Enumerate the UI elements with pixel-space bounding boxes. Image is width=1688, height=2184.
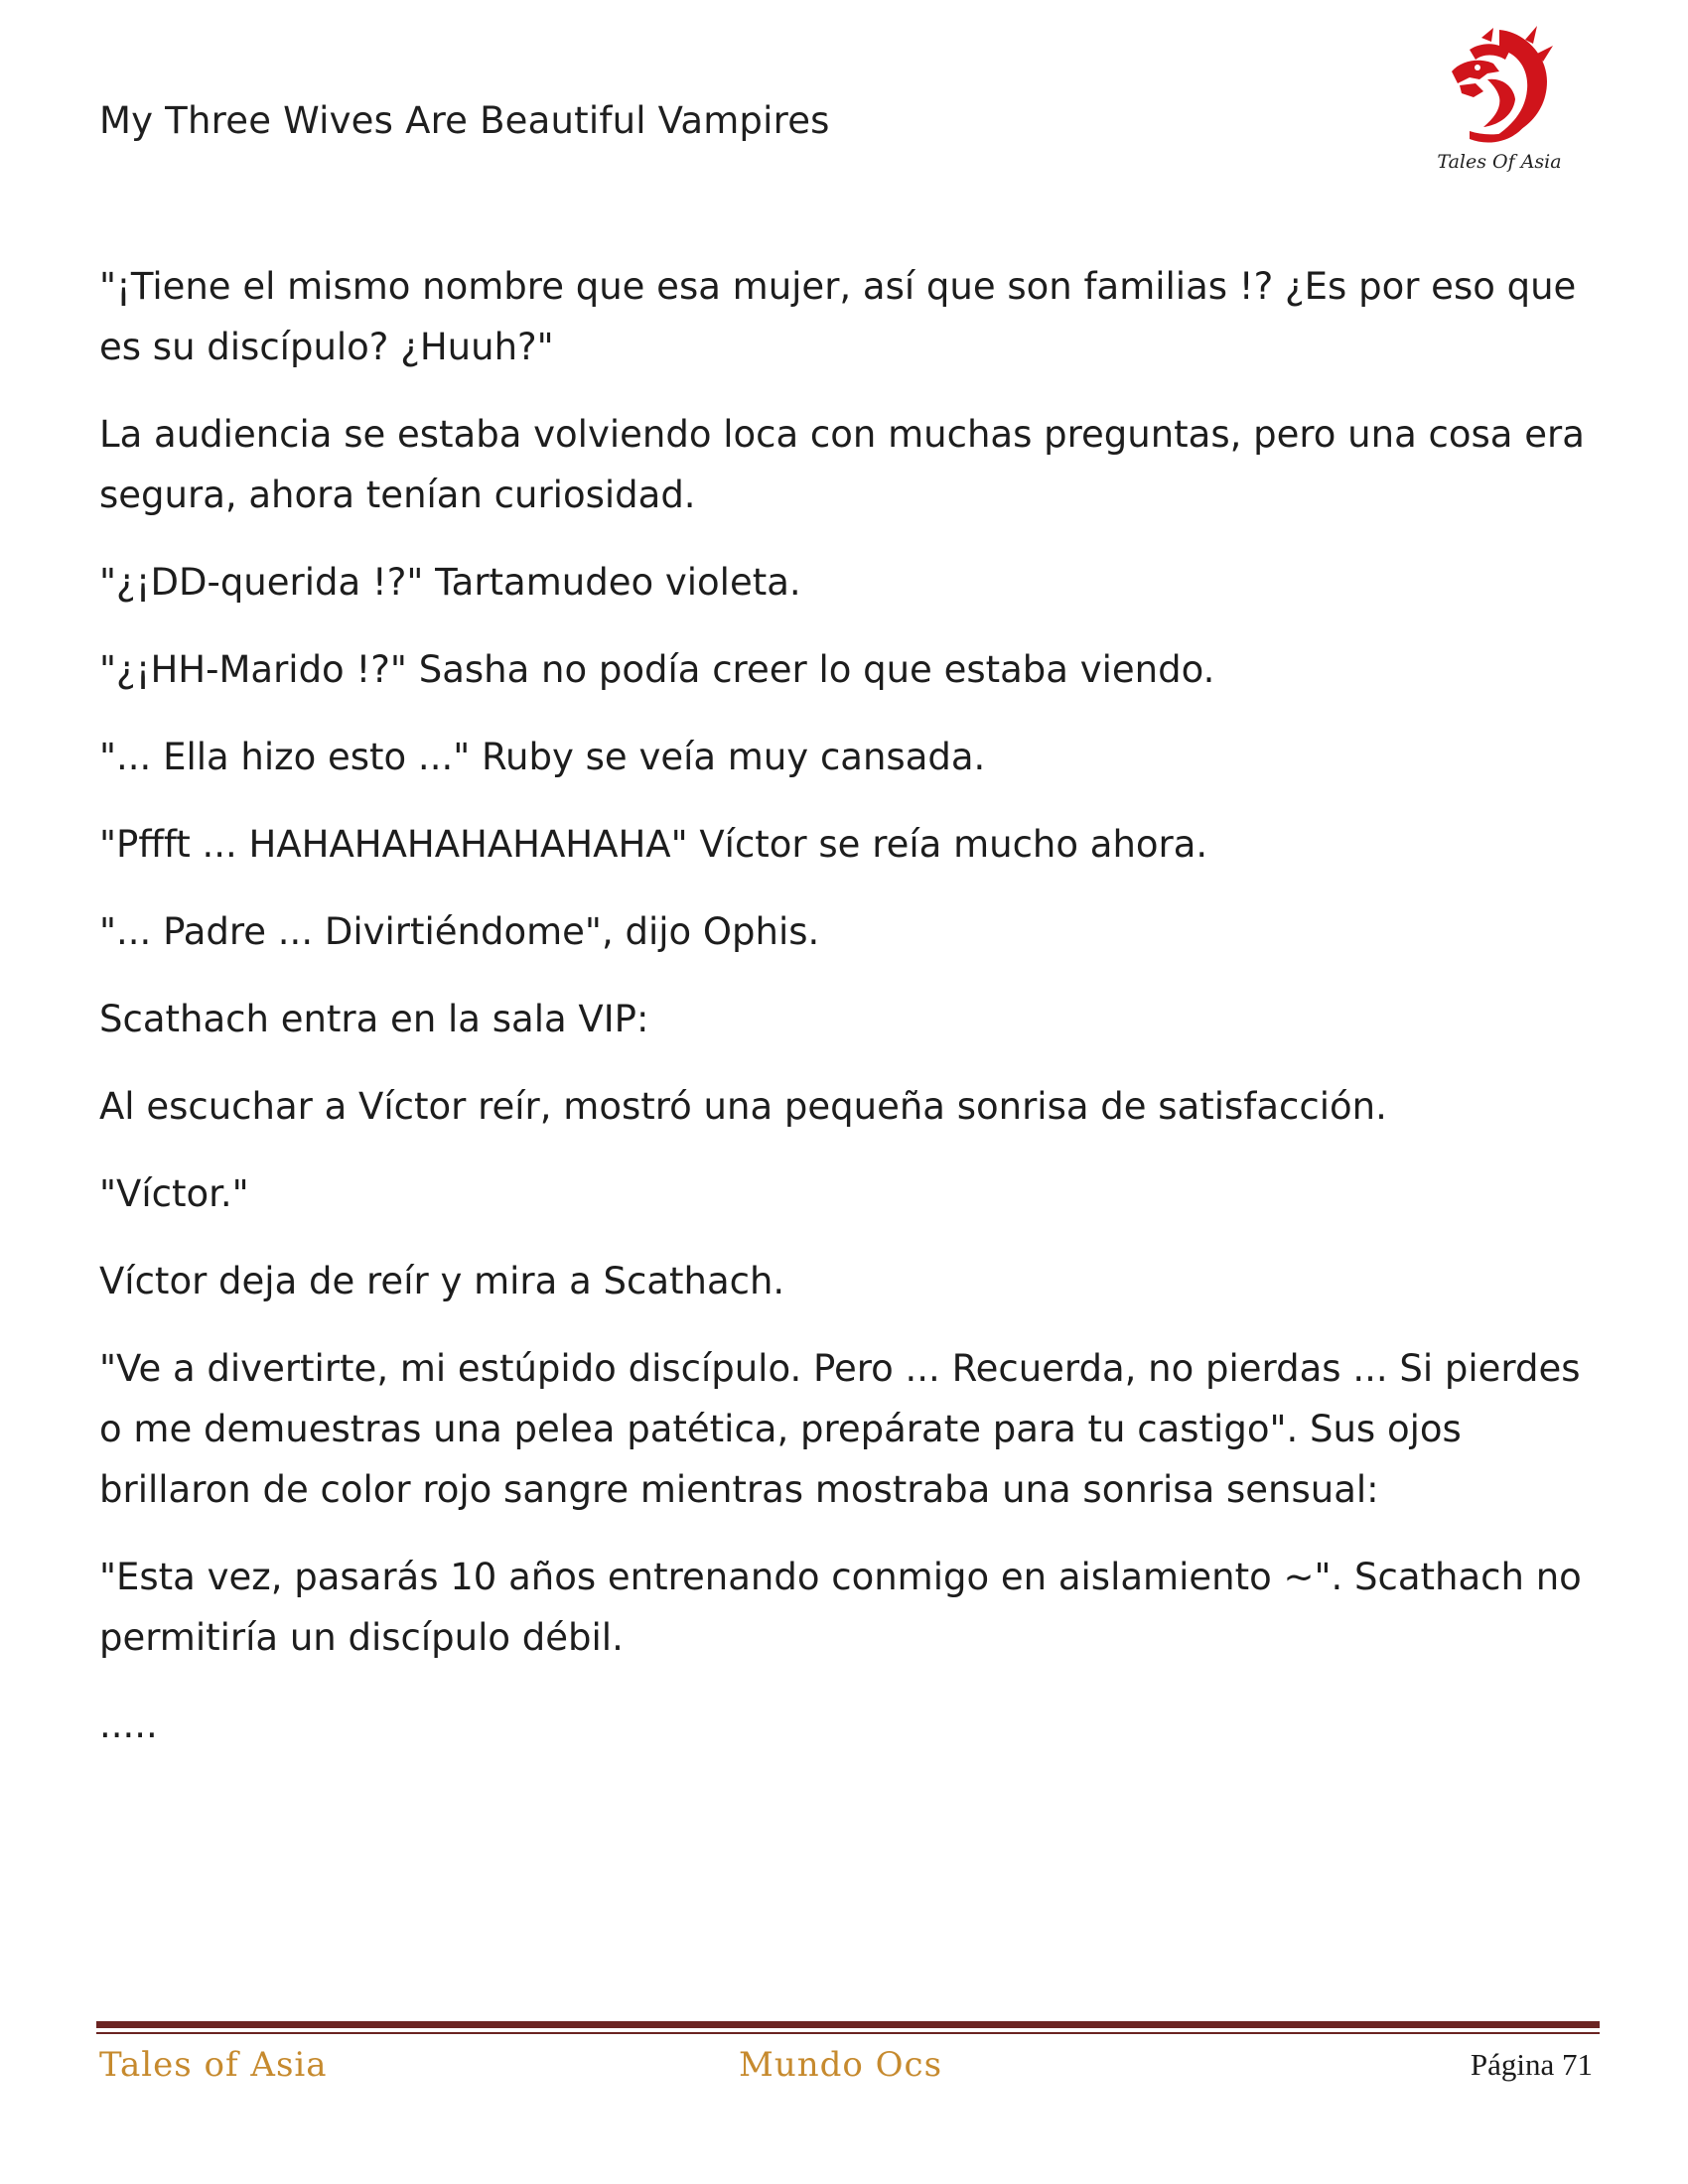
paragraph: "... Padre ... Divirtiéndome", dijo Ophis.: [99, 910, 820, 953]
footer-divider-thin: [96, 2032, 1600, 2034]
logo-text: Tales Of Asia: [1437, 151, 1562, 173]
paragraph: La audiencia se estaba volviendo loca con muchas preguntas, pero una cosa era segura, ahora tenían curiosidad.: [99, 413, 1585, 516]
footer-divider: [96, 2021, 1600, 2028]
paragraph: Víctor deja de reír y mira a Scathach.: [99, 1260, 785, 1302]
paragraph: Al escuchar a Víctor reír, mostró una pequeña sonrisa de satisfacción.: [99, 1085, 1387, 1128]
page-number: Página 71: [1470, 2047, 1593, 2082]
footer-translator: Mundo Ocs: [739, 2045, 943, 2085]
header-title: My Three Wives Are Beautiful Vampires: [99, 99, 830, 142]
paragraph: "Esta vez, pasarás 10 años entrenando conmigo en aislamiento ~". Scathach no permitiría un discípulo débil.: [99, 1556, 1582, 1659]
paragraph: "¡Tiene el mismo nombre que esa mujer, así que son familias !? ¿Es por eso que es su discípulo? ¿Huuh?": [99, 265, 1577, 368]
paragraph: "Víctor.": [99, 1172, 249, 1215]
paragraph: .....: [99, 1704, 158, 1746]
paragraph: "Ve a divertirte, mi estúpido discípulo. Pero ... Recuerda, no pierdas ... Si pierdes o me demuestras una pelea patética, prepárate para tu castigo". Sus ojos brillaron de color rojo sangre mientras mostraba una sonrisa sensual:: [99, 1347, 1581, 1511]
paragraph: "Pffft ... HAHAHAHAHAHAHAHA" Víctor se reía mucho ahora.: [99, 823, 1208, 866]
paragraph: "... Ella hizo esto ..." Ruby se veía muy cansada.: [99, 736, 986, 778]
page-body: [99, 256, 1599, 1782]
dragon-logo-icon: [1430, 20, 1569, 159]
paragraph: Scathach entra en la sala VIP:: [99, 998, 649, 1040]
paragraph: "¿¡HH-Marido !?" Sasha no podía creer lo que estaba viendo.: [99, 648, 1215, 691]
footer-publisher: Tales of Asia: [99, 2045, 328, 2085]
tales-of-asia-logo: [1430, 20, 1569, 179]
paragraph: "¿¡DD-querida !?" Tartamudeo violeta.: [99, 561, 801, 604]
